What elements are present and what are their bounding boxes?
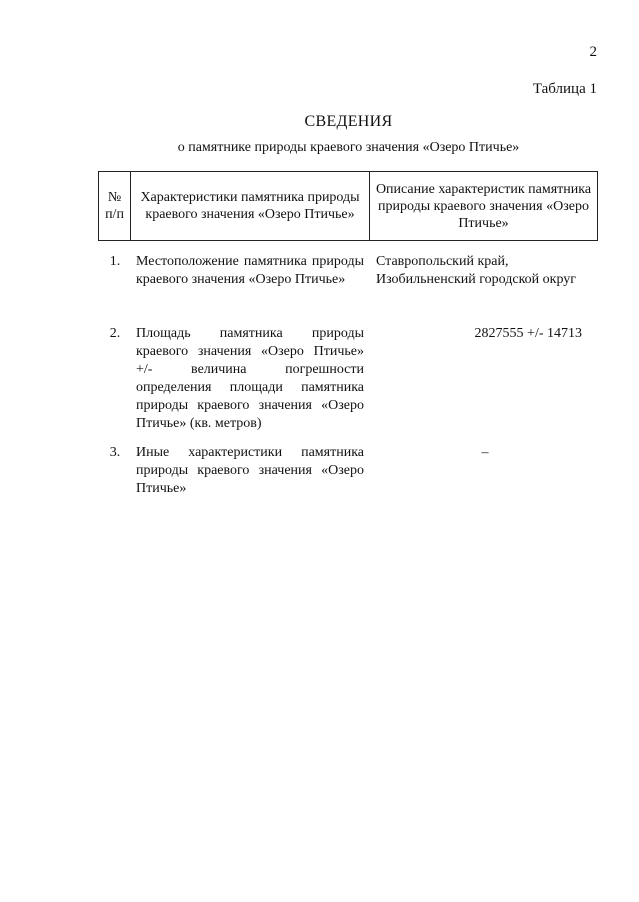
table-row	[98, 325, 598, 444]
table-row	[98, 444, 598, 504]
header-characteristics: Характеристики памятника природы краевого значения «Озеро Птичье»	[131, 172, 370, 241]
row-characteristic: Иные характеристики памятника природы краевого значения «Озеро Птичье»	[136, 445, 364, 496]
row-number: 3.	[109, 445, 121, 460]
row-description: –	[481, 445, 489, 460]
table-body	[98, 253, 598, 504]
table-header	[98, 171, 598, 241]
row-characteristic: Местоположение памятника природы краевого значения «Озеро Птичье»	[136, 254, 364, 287]
row-number: 1.	[109, 254, 121, 269]
document-subtitle: о памятнике природы краевого значения «Озеро Птичье»	[177, 140, 520, 155]
row-description: 2827555 +/- 14713	[474, 326, 582, 341]
row-description: Ставропольский край, Изобильненский городской округ	[376, 254, 577, 287]
row-number: 2.	[109, 326, 121, 341]
page-number: 2	[589, 44, 597, 60]
header-description: Описание характеристик памятника природы краевого значения «Озеро Птичье»	[370, 172, 598, 241]
row-characteristic: Площадь памятника природы краевого значения «Озеро Птичье» +/- величина погрешности определения площади памятника природы краевого значения «Озеро Птичье» (кв. метров)	[136, 326, 364, 431]
document-title: СВЕДЕНИЯ	[304, 113, 393, 130]
table-label: Таблица 1	[532, 81, 597, 97]
table-row	[98, 253, 598, 325]
header-number: № п/п	[99, 172, 131, 241]
